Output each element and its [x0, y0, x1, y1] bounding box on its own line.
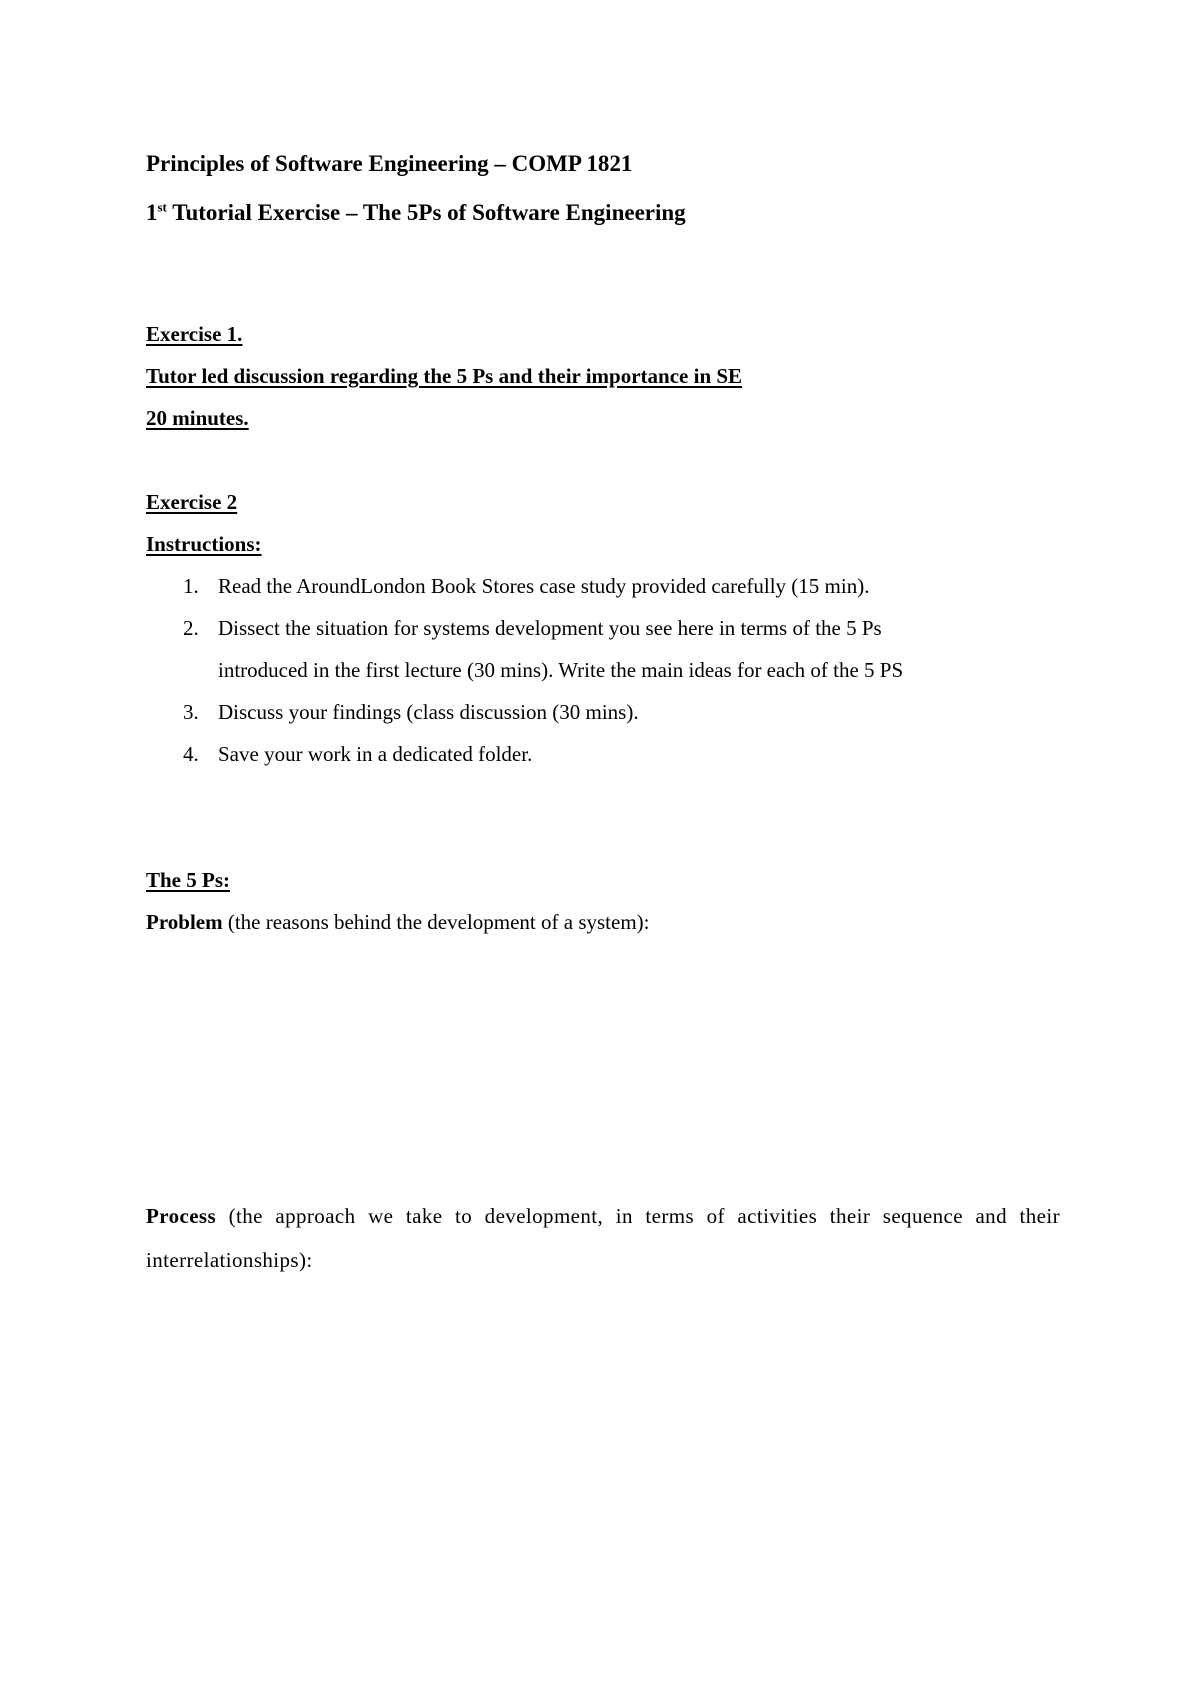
list-item-text: Read the AroundLondon Book Stores case study provided carefully (15 min). — [218, 574, 870, 598]
subtitle-text: Tutorial Exercise – The 5Ps of Software Engineering — [166, 200, 686, 225]
process-label: Process — [146, 1204, 217, 1228]
exercise1-heading: Exercise 1. — [146, 322, 243, 346]
document-title: Principles of Software Engineering – COMP 1821 — [146, 151, 633, 176]
list-item-number: 1. — [183, 574, 199, 598]
subtitle-ordinal-suffix: st — [157, 199, 167, 215]
problem-label: Problem — [146, 910, 223, 934]
list-item-text: Dissect the situation for systems development you see here in terms of the 5 Ps — [218, 616, 882, 640]
process-line — [146, 1202, 1060, 1230]
list-item-number: 4. — [183, 742, 199, 766]
list-item-number: 2. — [183, 616, 199, 640]
exercise1-duration: 20 minutes. — [146, 406, 249, 430]
exercise1-description: Tutor led discussion regarding the 5 Ps and their importance in SE — [146, 364, 743, 388]
list-item-text-continued: introduced in the first lecture (30 mins). Write the main ideas for each of the 5 PS — [218, 658, 904, 682]
document-subtitle — [146, 199, 686, 227]
list-item-text: Save your work in a dedicated folder. — [218, 742, 533, 766]
exercise2-heading: Exercise 2 — [146, 490, 238, 514]
instructions-label: Instructions: — [146, 532, 262, 556]
list-item-number: 3. — [183, 700, 199, 724]
subtitle-number: 1 — [146, 200, 158, 225]
process-description-continued: interrelationships): — [146, 1248, 313, 1272]
five-ps-heading: The 5 Ps: — [146, 868, 230, 892]
problem-description: (the reasons behind the development of a system): — [222, 910, 650, 934]
problem-line — [146, 908, 650, 936]
process-description: (the approach we take to development, in terms of activities their sequence and their — [216, 1204, 1060, 1228]
list-item-text: Discuss your findings (class discussion (30 mins). — [218, 700, 639, 724]
